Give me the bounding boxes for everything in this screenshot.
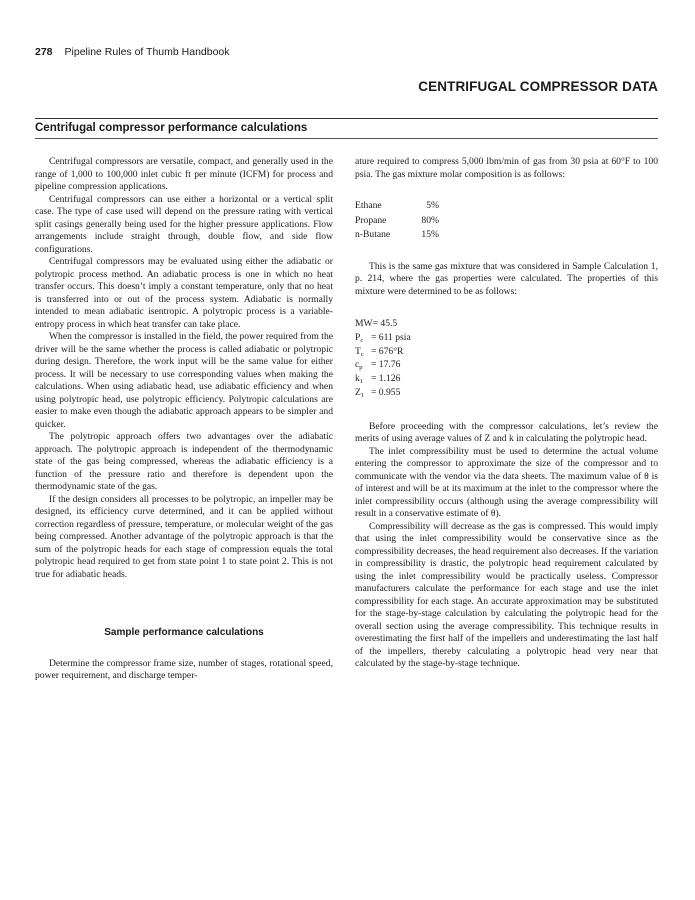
property-subscript: 1 [360,391,365,399]
right-column [355,156,658,671]
paragraph: ature required to compress 5,000 lbm/min of gas from 30 psia at 60°F to 100 psia. The gas mixture molar composition is as follows: [355,156,658,180]
property-subscript: 1 [359,378,364,386]
paragraph: Compressibility will decrease as the gas is compressed. This would imply that using the inlet compressibility would be conservative since as the compressibility decreases, the head requirement also decreases. If the variation in compressibility is drastic, the polytropic head requirement calculated by using the inlet compressibility would be practically useless. Compressor manufacturers calculate the performance for each stage and use the inlet compressibility for each stage. An accurate approximation may be substituted for the stage-by-stage calculation by calculating the polytropic head for the overall section using the average compressibility. This technique results in overestimating the first half of the impellers and underestimating the last half of the impellers, thereby calculating a polytropic head very near that calculated by the stage-by-stage technique. [355,520,658,670]
composition-row [355,228,658,243]
property-symbol: k [355,373,360,385]
subheading: Sample performance calculations [104,627,264,638]
property-value: = 1.126 [371,373,401,385]
property-symbol: T [355,345,361,357]
section-rule-bottom [35,138,658,139]
paragraph: Before proceeding with the compressor calculations, let’s review the merits of using average values of Z and k in calculating the polytropic head. [355,420,658,445]
paragraph: The polytropic approach offers two advantages over the adiabatic approach. The polytropic approach is independent of the thermodynamic state of the gas being compressed, whereas the adiabatic efficiency is a function of the pressure ratio and therefore is dependent upon the thermodynamic state of the gas. [35,431,333,492]
property-row [355,372,658,386]
property-row [355,386,658,400]
page-number: 278 [35,46,53,58]
composition-row [355,214,658,229]
paragraph: Centrifugal compressors can use either a horizontal or a vertical split case. The type of case used will depend on the pressure rating with vertical split casings generally being used for the higher pressure applications. Flow arrangements include straight through, double flow, and side flow configurations. [35,193,333,255]
property-row [355,331,658,345]
property-subscript: c [360,350,364,358]
property-value: = 0.955 [371,386,401,398]
component-name: Propane [355,214,387,226]
section-title: Centrifugal compressor performance calculations [35,122,308,134]
paragraph: When the compressor is installed in the field, the power required from the driver will be the same whether the process is called adiabatic or polytropic during design. Therefore, the work input will be the same value for either process. It will be necessary to use corresponding values when making the calculations. When using adiabatic head, use adiabatic efficiency and when using polytropic head, use polytropic efficiency. Polytropic calculations are easier to make even though the adiabatic approach appears to be simpler and quicker. [35,331,333,430]
component-percent: 5% [426,200,439,211]
paragraph: This is the same gas mixture that was considered in Sample Calculation 1, p. 214, where the gas properties were calculated. The properties of this mixture were determined to be as follows: [355,260,658,297]
component-percent: 15% [421,229,439,240]
paragraph: Centrifugal compressors may be evaluated using either the adiabatic or polytropic process method. An adiabatic process is one in which no heat transfer occurs. This doesn’t imply a constant temperature, only that no heat is transferred into or out of the process system. Adiabatic is normally intended to mean adiabatic isentropic. A polytropic process is a variable-entropy process in which heat transfer can take place. [35,256,333,330]
property-value: = 45.5 [372,318,398,329]
property-symbol: P [355,331,361,343]
chapter-title: CENTRIFUGAL COMPRESSOR DATA [418,79,658,94]
paragraph: If the design considers all processes to be polytropic, an impeller may be designed, its efficiency curve determined, and it can be applied without correction regardless of pressure, temperature, or molecular weight of the gas being compressed. Another advantage of the polytropic approach is that the sum of the polytropic heads for each stage of compression equals the total polytropic head required to get from state point 1 to state point 2. This is not true for adiabatic heads. [35,493,333,580]
running-header [35,46,230,58]
paragraph: Centrifugal compressors are versatile, compact, and generally used in the range of 1,000 to 100,000 inlet cubic ft per minute (ICFM) for process and pipeline compression applications. [35,156,333,192]
component-name: Ethane [355,200,382,211]
book-title: Pipeline Rules of Thumb Handbook [64,46,230,58]
section-rule-top [35,118,658,119]
property-value: = 676°R [371,345,404,357]
composition-list [355,199,658,243]
paragraph: Determine the compressor frame size, number of stages, rotational speed, power requirement, and discharge temper- [35,657,333,681]
property-subscript: p [359,364,363,372]
property-row [355,345,658,359]
property-value: = 17.76 [371,359,401,371]
property-list [355,317,658,400]
property-symbol: c [355,359,360,371]
property-row [355,317,658,331]
property-symbol: Z [355,386,361,398]
component-name: n-Butane [355,229,391,240]
paragraph: The inlet compressibility must be used to determine the actual volume entering the compressor to approximate the size of the compressor and to communicate with the vendor via the data sheets. The maximum value of θ is of interest and will be at its maximum at the inlet to the compressor where the inlet compressibility occurs (although using the average compressibility will result in a conservative estimate of θ). [355,445,658,520]
component-percent: 80% [421,214,439,226]
property-row [355,358,658,372]
property-symbol: MW [355,318,373,329]
left-column [35,156,333,683]
property-subscript: c [360,336,364,344]
property-value: = 611 psia [371,331,411,343]
composition-row [355,199,658,214]
